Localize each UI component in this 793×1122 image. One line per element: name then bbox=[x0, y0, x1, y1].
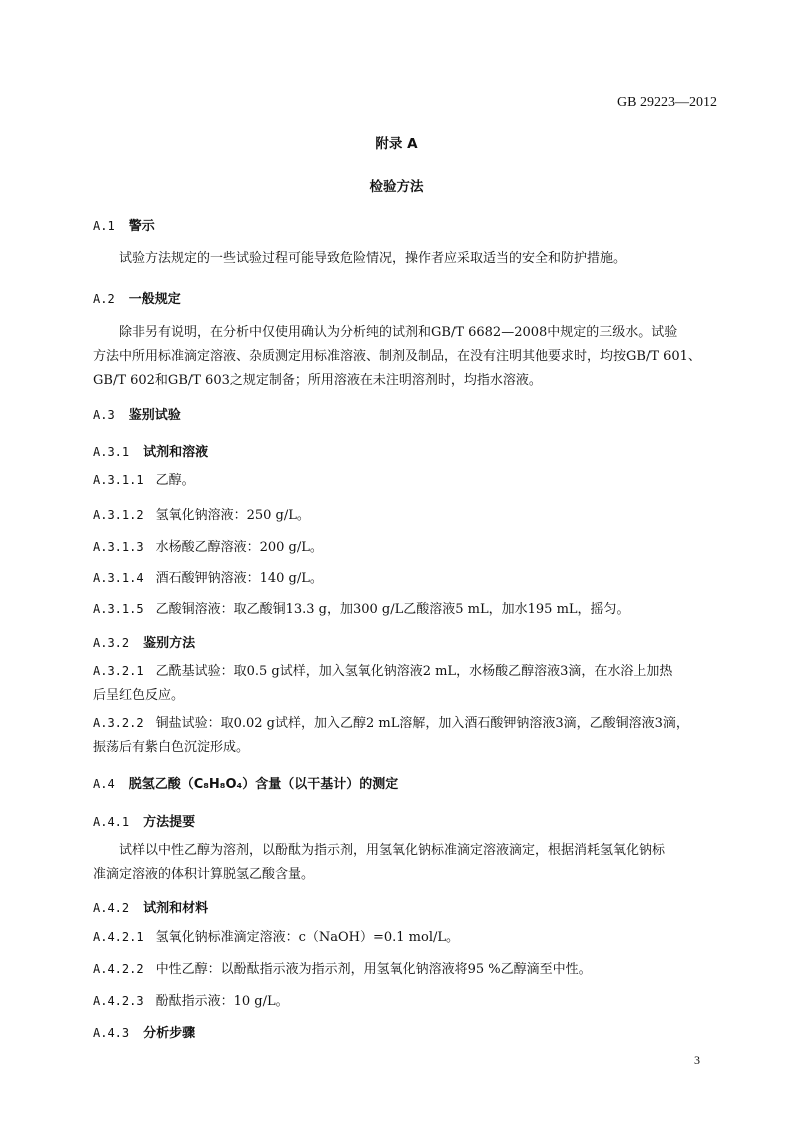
item-text: 乙醇。 bbox=[155, 473, 195, 488]
item-a421 bbox=[93, 925, 713, 950]
heading-a43 bbox=[93, 1022, 195, 1041]
heading-text: 一般规定 bbox=[128, 292, 181, 307]
page-number: 3 bbox=[694, 1053, 700, 1067]
heading-number: A.1 bbox=[93, 219, 115, 233]
paragraph-line: 振荡后有紫白色沉淀形成。 bbox=[93, 740, 250, 755]
item-text: 乙酸铜溶液：取乙酸铜13.3 g，加300 g/L乙酸溶液5 mL，加水195 mL，摇匀。 bbox=[155, 602, 630, 617]
item-a312 bbox=[93, 503, 713, 528]
heading-number: A.3.1 bbox=[93, 445, 130, 459]
item-number: A.4.2.1 bbox=[93, 930, 144, 944]
item-number: A.4.2.2 bbox=[93, 962, 144, 976]
paragraph-line: 准滴定溶液的体积计算脱氢乙酸含量。 bbox=[93, 867, 315, 882]
item-a311 bbox=[93, 468, 713, 493]
item-number: A.3.1.1 bbox=[93, 473, 144, 487]
paragraph-line: GB/T 602和GB/T 603之规定制备；所用溶液在未注明溶剂时，均指水溶液。 bbox=[93, 373, 542, 388]
paragraph-line bbox=[93, 711, 713, 736]
paragraph-line: 方法中所用标准滴定溶液、杂质测定用标准溶液、制剂及制品，在没有注明其他要求时，均按GB/T 601、 bbox=[93, 349, 701, 364]
item-text: 酚酞指示液：10 g/L。 bbox=[155, 994, 289, 1009]
heading-number: A.2 bbox=[93, 292, 115, 306]
item-text: 氢氧化钠标准滴定溶液：c（NaOH）=0.1 mol/L。 bbox=[155, 930, 460, 945]
paragraph-a41 bbox=[93, 839, 713, 887]
item-a314 bbox=[93, 566, 713, 591]
heading-a4 bbox=[93, 773, 398, 792]
item-a321 bbox=[93, 659, 713, 708]
heading-a1 bbox=[93, 215, 155, 234]
heading-text: 鉴别方法 bbox=[143, 636, 196, 651]
item-a322 bbox=[93, 711, 713, 760]
item-text: 水杨酸乙醇溶液：200 g/L。 bbox=[155, 540, 323, 555]
annex-subtitle: 检验方法 bbox=[369, 179, 424, 195]
paragraph-line: 除非另有说明，在分析中仅使用确认为分析纯的试剂和GB/T 6682—2008中规定的三级水。试验 bbox=[119, 325, 678, 340]
paragraph-line: 后呈红色反应。 bbox=[93, 688, 185, 703]
item-a313 bbox=[93, 535, 713, 560]
heading-text: 警示 bbox=[128, 219, 155, 234]
item-a422 bbox=[93, 957, 713, 982]
heading-text: 鉴别试验 bbox=[128, 408, 181, 423]
annex-title: 附录 A bbox=[375, 136, 418, 152]
item-number: A.4.2.3 bbox=[93, 994, 144, 1008]
heading-number: A.3 bbox=[93, 408, 115, 422]
item-a315 bbox=[93, 597, 713, 622]
heading-number: A.3.2 bbox=[93, 636, 130, 650]
item-number: A.3.1.2 bbox=[93, 508, 144, 522]
item-a423 bbox=[93, 989, 713, 1014]
item-text: 乙酰基试验：取0.5 g试样，加入氢氧化钠溶液2 mL，水杨酸乙醇溶液3滴，在水浴上加热 bbox=[155, 664, 673, 679]
item-text: 酒石酸钾钠溶液：140 g/L。 bbox=[155, 571, 323, 586]
paragraph-line bbox=[93, 659, 713, 684]
heading-a42 bbox=[93, 897, 208, 916]
item-number: A.3.1.4 bbox=[93, 571, 144, 585]
paragraph-line: 试样以中性乙醇为溶剂，以酚酞为指示剂，用氢氧化钠标准滴定溶液滴定，根据消耗氢氧化钠标 bbox=[119, 843, 666, 858]
paragraph-a2 bbox=[93, 321, 713, 393]
heading-text: 试剂和溶液 bbox=[143, 445, 209, 460]
heading-a3 bbox=[93, 404, 181, 423]
item-number: A.3.1.3 bbox=[93, 540, 144, 554]
item-number: A.3.2.2 bbox=[93, 716, 144, 730]
item-number: A.3.1.5 bbox=[93, 602, 144, 616]
item-text: 中性乙醇：以酚酞指示液为指示剂，用氢氧化钠溶液将95 %乙醇滴至中性。 bbox=[155, 962, 592, 977]
item-number: A.3.2.1 bbox=[93, 664, 144, 678]
heading-a31 bbox=[93, 441, 208, 460]
paragraph-a1 bbox=[93, 247, 713, 271]
heading-number: A.4.1 bbox=[93, 815, 130, 829]
heading-a41 bbox=[93, 811, 195, 830]
heading-number: A.4.2 bbox=[93, 901, 130, 915]
heading-text: 分析步骤 bbox=[143, 1026, 196, 1041]
heading-text: 试剂和材料 bbox=[143, 901, 209, 916]
item-text: 铜盐试验：取0.02 g试样，加入乙醇2 mL溶解，加入酒石酸钾钠溶液3滴，乙酸铜溶液3滴， bbox=[155, 716, 689, 731]
heading-number: A.4.3 bbox=[93, 1026, 130, 1040]
heading-a2 bbox=[93, 288, 181, 307]
item-text: 氢氧化钠溶液：250 g/L。 bbox=[155, 508, 310, 523]
paragraph-line: 试验方法规定的一些试验过程可能导致危险情况，操作者应采取适当的安全和防护措施。 bbox=[119, 251, 627, 266]
heading-text: 方法提要 bbox=[143, 815, 196, 830]
heading-text: 脱氢乙酸（C₈H₈O₄）含量（以干基计）的测定 bbox=[128, 777, 399, 792]
document-id: GB 29223—2012 bbox=[617, 95, 717, 110]
heading-number: A.4 bbox=[93, 777, 115, 791]
heading-a32 bbox=[93, 632, 195, 651]
